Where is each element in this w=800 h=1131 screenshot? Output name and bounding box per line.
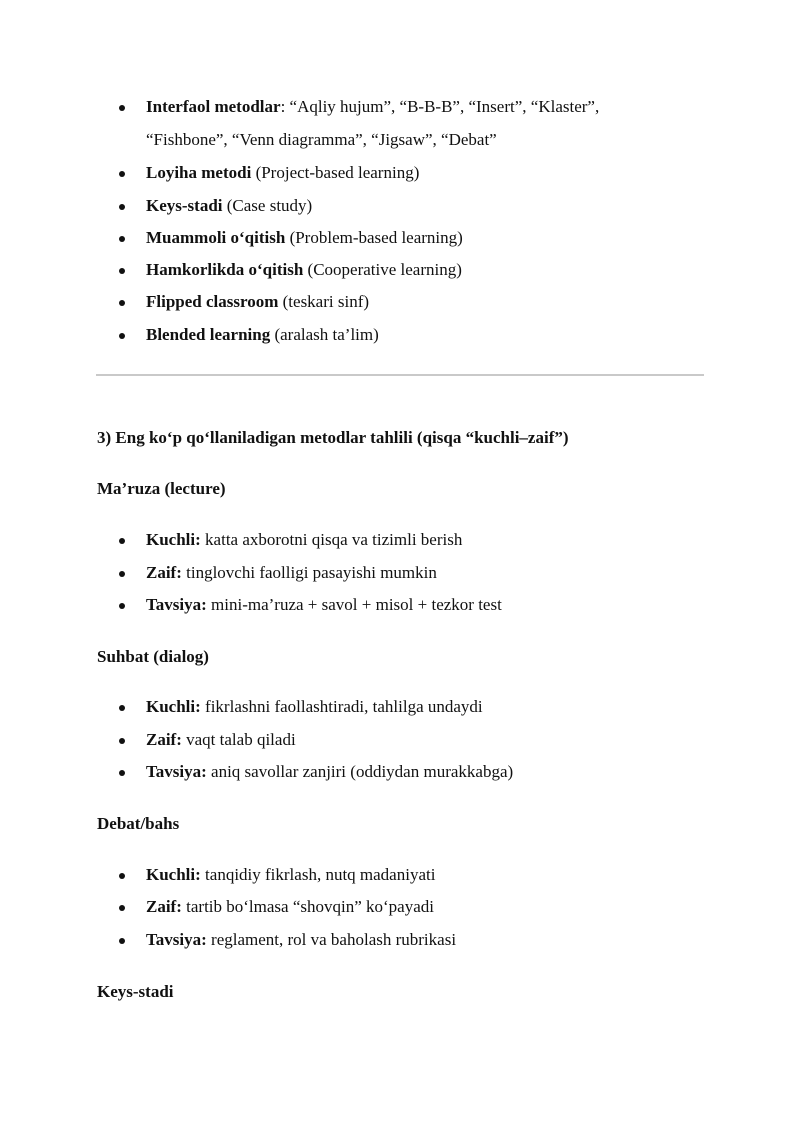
list-item: [0, 528, 800, 552]
list-item: [0, 95, 800, 119]
bullet-icon: [119, 571, 125, 577]
item-label: Zaif:: [146, 897, 182, 916]
method-desc: (Cooperative learning): [303, 260, 462, 279]
item-label: Kuchli:: [146, 697, 201, 716]
list-item: [0, 695, 800, 719]
list-item-text: [146, 928, 456, 952]
bullet-icon: [119, 905, 125, 911]
subsection-heading-case-study: Keys-stadi: [97, 982, 174, 1001]
bullet-icon: [119, 738, 125, 744]
bullet-icon: [119, 171, 125, 177]
list-item: [0, 290, 800, 314]
method-name: Hamkorlikda o‘qitish: [146, 260, 304, 279]
list-item-text: [146, 593, 502, 617]
item-label: Tavsiya:: [146, 595, 207, 614]
list-item: [0, 323, 800, 347]
method-desc: (teskari sinf): [278, 292, 370, 311]
list-item: [0, 928, 800, 952]
item-label: Kuchli:: [146, 530, 201, 549]
list-item-text: [146, 728, 296, 752]
list-item-text: [146, 863, 435, 887]
method-desc: (Case study): [222, 196, 313, 215]
bullet-icon: [119, 705, 125, 711]
item-desc: reglament, rol va baholash rubrikasi: [206, 930, 457, 949]
list-item: [0, 194, 800, 218]
bullet-icon: [119, 938, 125, 944]
bullet-icon: [119, 236, 125, 242]
bullet-icon: [119, 770, 125, 776]
list-item-text: [146, 194, 312, 218]
method-desc: : “Aqliy hujum”, “B-B-B”, “Insert”, “Klaster”,: [280, 97, 600, 116]
method-name: Muammoli o‘qitish: [146, 228, 286, 247]
list-item: [0, 226, 800, 250]
item-desc: fikrlashni faollashtiradi, tahlilga undaydi: [200, 697, 483, 716]
section-divider: [96, 374, 704, 376]
list-item-text: [146, 258, 462, 282]
subsection-heading-dialog: Suhbat (dialog): [97, 647, 209, 666]
item-desc: tinglovchi faolligi pasayishi mumkin: [181, 563, 437, 582]
method-desc: (aralash ta’lim): [270, 325, 379, 344]
list-item-text: [146, 528, 462, 552]
subsection-heading-lecture: Ma’ruza (lecture): [97, 479, 226, 498]
list-item-text: [146, 161, 419, 185]
item-label: Kuchli:: [146, 865, 201, 884]
list-item: [0, 593, 800, 617]
item-desc: aniq savollar zanjiri (oddiydan murakkabga): [206, 762, 514, 781]
item-desc: vaqt talab qiladi: [181, 730, 296, 749]
item-desc: tartib bo‘lmasa “shovqin” ko‘payadi: [181, 897, 434, 916]
bullet-icon: [119, 204, 125, 210]
method-desc: (Project-based learning): [251, 163, 420, 182]
item-desc: katta axborotni qisqa va tizimli berish: [200, 530, 463, 549]
method-name: Blended learning: [146, 325, 271, 344]
bullet-icon: [119, 105, 125, 111]
item-label: Zaif:: [146, 563, 182, 582]
method-desc: (Problem-based learning): [285, 228, 463, 247]
method-name: Interfaol metodlar: [146, 97, 281, 116]
item-label: Tavsiya:: [146, 930, 207, 949]
list-item-text: [146, 95, 599, 119]
method-name: Flipped classroom: [146, 292, 279, 311]
bullet-icon: [119, 873, 125, 879]
item-label: Tavsiya:: [146, 762, 207, 781]
list-item-text: [146, 760, 513, 784]
item-label: Zaif:: [146, 730, 182, 749]
method-desc-continuation: “Fishbone”, “Venn diagramma”, “Jigsaw”, “Debat”: [146, 130, 497, 149]
bullet-icon: [119, 603, 125, 609]
bullet-icon: [119, 300, 125, 306]
list-item-text: [146, 226, 463, 250]
list-item-text: [146, 561, 437, 585]
list-item: [0, 161, 800, 185]
list-item-text: [146, 323, 379, 347]
list-item: [0, 258, 800, 282]
bullet-icon: [119, 333, 125, 339]
list-item: [0, 863, 800, 887]
list-item-continuation: [0, 128, 800, 152]
list-item-text: [146, 695, 483, 719]
subsection-heading-debate: Debat/bahs: [97, 814, 180, 833]
bullet-icon: [119, 538, 125, 544]
method-name: Keys-stadi: [146, 196, 223, 215]
item-desc: tanqidiy fikrlash, nutq madaniyati: [200, 865, 436, 884]
list-item-text: [146, 290, 369, 314]
list-item: [0, 760, 800, 784]
item-desc: mini-ma’ruza + savol + misol + tezkor test: [206, 595, 502, 614]
section-heading: 3) Eng ko‘p qo‘llaniladigan metodlar tahlili (qisqa “kuchli–zaif”): [97, 428, 569, 447]
method-name: Loyiha metodi: [146, 163, 252, 182]
list-item: [0, 895, 800, 919]
list-item: [0, 561, 800, 585]
bullet-icon: [119, 268, 125, 274]
list-item-text: [146, 895, 434, 919]
list-item: [0, 728, 800, 752]
